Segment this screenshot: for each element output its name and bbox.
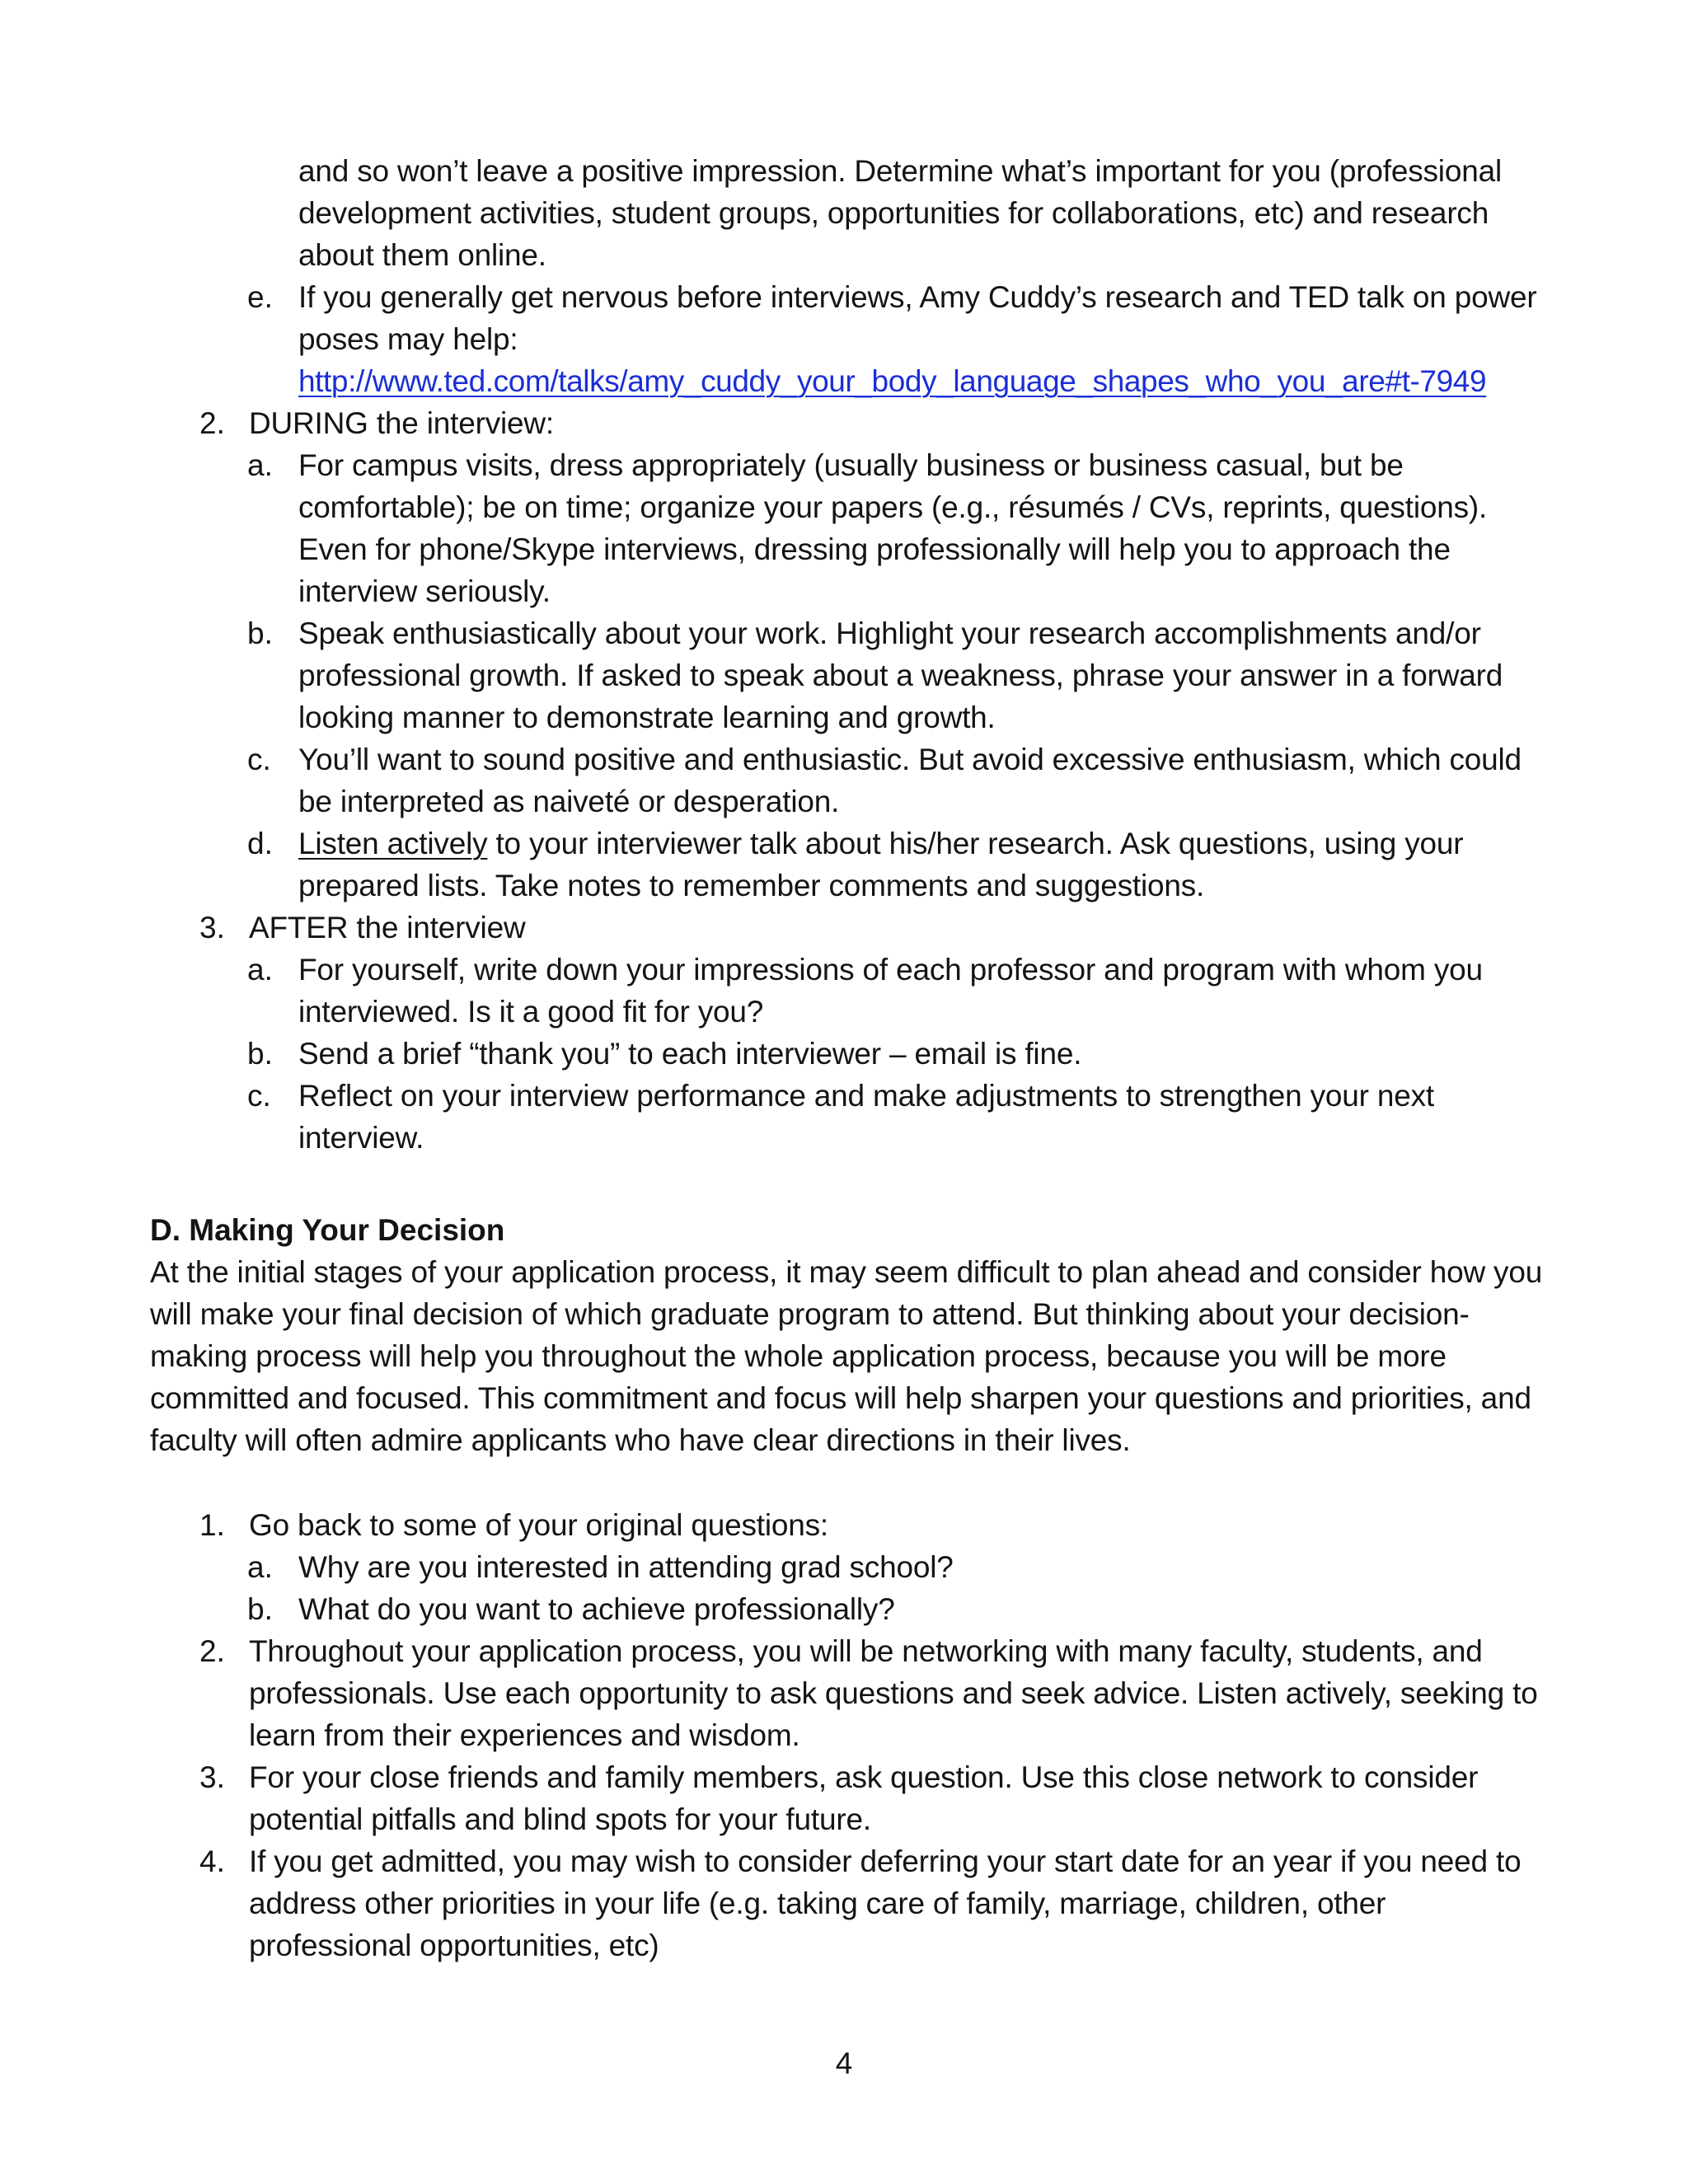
after-c-line-1: Reflect on your interview performance and make adjustments to strengthen your next [298,1079,1434,1113]
list-marker-2: 2. [199,406,225,440]
item-e-line-2: poses may help: [298,322,518,356]
after-b-line-1: Send a brief “thank you” to each interviewer – email is fine. [298,1037,1082,1071]
decision-item-1b-marker: b. [247,1592,273,1626]
during-a-marker: a. [247,448,273,482]
continuation-line-1: and so won’t leave a positive impression. Determine what’s important for you (professional [298,154,1502,188]
during-a-line-1: For campus visits, dress appropriately (usually business or business casual, but be [298,448,1404,482]
ted-talk-link[interactable]: http://www.ted.com/talks/amy_cuddy_your_body_language_shapes_who_you_are#t-7949 [298,364,1487,398]
decision-item-4-line-2: address other priorities in your life (e.g. taking care of family, marriage, children, other [249,1886,1386,1920]
during-b-marker: b. [247,616,273,650]
section-d-paragraph-line-4: committed and focused. This commitment and focus will help sharpen your questions and priorities, and [150,1381,1531,1415]
decision-item-1-line-1: Go back to some of your original questions: [249,1508,828,1542]
decision-item-1a-marker: a. [247,1550,273,1584]
after-a-line-1: For yourself, write down your impressions of each professor and program with whom you [298,953,1483,987]
section-d-paragraph-line-1: At the initial stages of your application process, it may seem difficult to plan ahead and consider how you [150,1255,1543,1289]
during-b-line-3: looking manner to demonstrate learning and growth. [298,701,996,734]
during-b-line-1: Speak enthusiastically about your work. Highlight your research accomplishments and/or [298,616,1481,650]
decision-item-1a-text: Why are you interested in attending grad school? [298,1550,954,1584]
after-c-marker: c. [247,1079,271,1113]
during-heading: DURING the interview: [249,406,555,440]
after-a-marker: a. [247,953,273,987]
after-c-line-2: interview. [298,1121,424,1155]
continuation-line-2: development activities, student groups, opportunities for collaborations, etc) and research [298,196,1489,230]
during-a-line-3: Even for phone/Skype interviews, dressing professionally will help you to approach the [298,532,1451,566]
item-e-marker: e. [247,280,273,314]
during-c-line-2: be interpreted as naiveté or desperation. [298,785,840,818]
decision-list-marker-2: 2. [199,1634,225,1668]
decision-item-4-line-3: professional opportunities, etc) [249,1929,659,1962]
decision-item-2-line-3: learn from their experiences and wisdom. [249,1718,800,1752]
continuation-line-3: about them online. [298,238,546,272]
during-d-line-1-rest: to your interviewer talk about his/her research. Ask questions, using your [487,827,1464,860]
section-d-paragraph-line-5: faculty will often admire applicants who have clear directions in their lives. [150,1423,1131,1457]
during-d-line-2: prepared lists. Take notes to remember comments and suggestions. [298,869,1205,902]
decision-list-marker-3: 3. [199,1760,225,1794]
decision-item-4-line-1: If you get admitted, you may wish to consider deferring your start date for an year if you need to [249,1844,1522,1878]
decision-item-3-line-2: potential pitfalls and blind spots for your future. [249,1802,871,1836]
decision-list-marker-1: 1. [199,1508,225,1542]
during-d-marker: d. [247,827,273,860]
item-e-line-1: If you generally get nervous before interviews, Amy Cuddy’s research and TED talk on power [298,280,1537,314]
after-heading: AFTER the interview [249,911,526,944]
during-a-line-2: comfortable); be on time; organize your papers (e.g., résumés / CVs, reprints, questions). [298,490,1488,524]
after-b-marker: b. [247,1037,273,1071]
decision-item-3-line-1: For your close friends and family members, ask question. Use this close network to consider [249,1760,1479,1794]
decision-list-marker-4: 4. [199,1844,225,1878]
during-b-line-2: professional growth. If asked to speak about a weakness, phrase your answer in a forward [298,658,1503,692]
page-number: 4 [835,2046,853,2080]
decision-item-1b-text: What do you want to achieve professionally? [298,1592,895,1626]
section-d-paragraph-line-2: will make your final decision of which graduate program to attend. But thinking about your decision- [150,1297,1470,1331]
section-d-heading: D. Making Your Decision [150,1213,505,1247]
during-a-line-4: interview seriously. [298,574,551,608]
after-a-line-2: interviewed. Is it a good fit for you? [298,995,764,1029]
list-marker-3: 3. [199,911,225,944]
decision-item-2-line-2: professionals. Use each opportunity to ask questions and seek advice. Listen actively, seeking to [249,1676,1538,1710]
listen-actively-emphasis: Listen actively [298,827,488,860]
decision-item-2-line-1: Throughout your application process, you will be networking with many faculty, students, and [249,1634,1483,1668]
during-c-marker: c. [247,743,271,776]
during-c-line-1: You’ll want to sound positive and enthusiastic. But avoid excessive enthusiasm, which could [298,743,1522,776]
during-d-line-1 [298,823,1463,865]
section-d-paragraph-line-3: making process will help you throughout the whole application process, because you will be more [150,1339,1447,1373]
